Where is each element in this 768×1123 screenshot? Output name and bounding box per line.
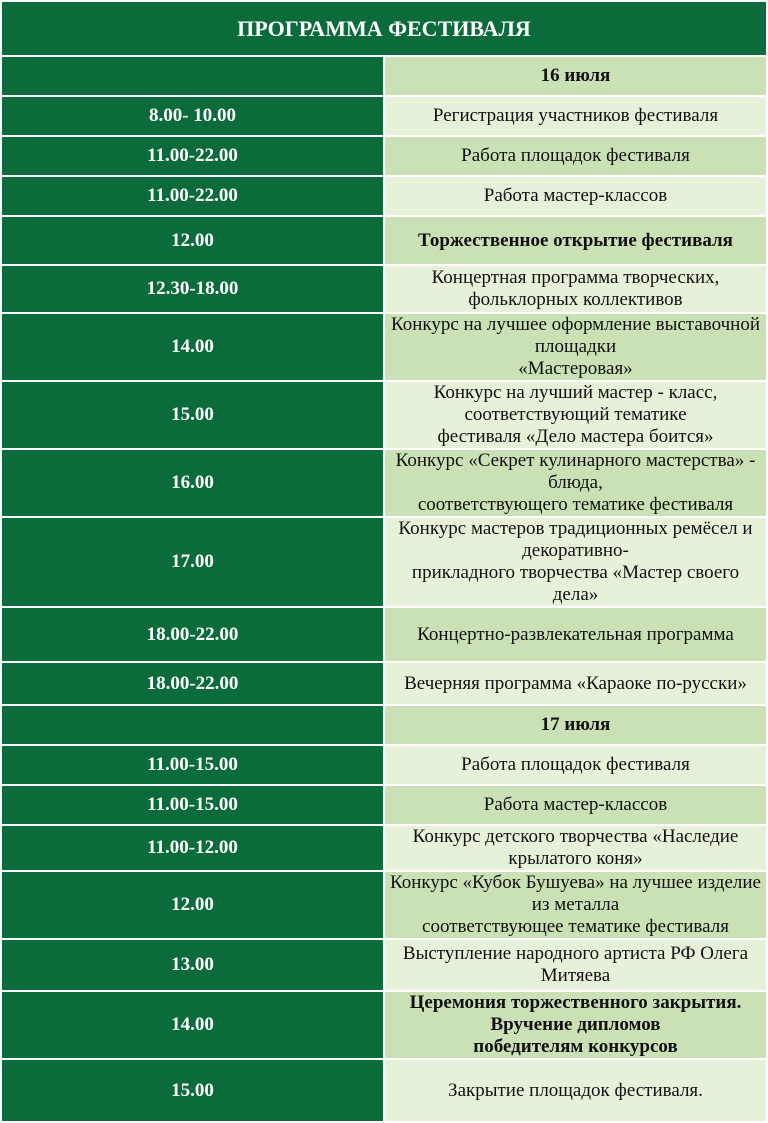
schedule-row (1, 313, 767, 381)
schedule-row (1, 785, 767, 825)
event-time: 11.00-22.00 (1, 136, 384, 176)
schedule-row (1, 265, 767, 313)
day-header-row (1, 705, 767, 745)
event-description (384, 991, 767, 1059)
event-description: Конкурс детского творчества «Наследие крылатого коня» (384, 825, 767, 871)
event-time: 12.30-18.00 (1, 265, 384, 313)
event-description-line: Конкурс «Кубок Бушуева» на лучшее изделие из металла (390, 872, 761, 915)
schedule-row (1, 517, 767, 607)
event-description: Работа площадок фестиваля (384, 136, 767, 176)
event-description (384, 449, 767, 517)
schedule-row (1, 1059, 767, 1122)
event-time: 18.00-22.00 (1, 607, 384, 662)
event-description: Торжественное открытие фестиваля (384, 216, 767, 265)
event-description-line: соответствующее тематике фестиваля (422, 916, 729, 937)
event-time: 11.00-22.00 (1, 176, 384, 216)
event-description (384, 313, 767, 381)
event-time: 8.00- 10.00 (1, 96, 384, 136)
event-description: Работа мастер-классов (384, 785, 767, 825)
event-description-line: Конкурс мастеров традиционных ремёсел и декоративно- (398, 518, 753, 561)
schedule-row (1, 136, 767, 176)
event-description-line: фестиваля «Дело мастера боится» (437, 426, 714, 447)
event-description: Выступление народного артиста РФ Олега Митяева (384, 939, 767, 991)
time-cell-empty (1, 705, 384, 745)
schedule-row (1, 939, 767, 991)
event-description-line: Конкурс «Секрет кулинарного мастерства» - блюда, (395, 450, 756, 493)
event-time: 12.00 (1, 871, 384, 939)
event-description (384, 871, 767, 939)
event-description-line: Церемония торжественного закрытия. Вручение дипломов (409, 992, 742, 1035)
schedule-row (1, 825, 767, 871)
event-description-line: соответствующего тематике фестиваля (417, 494, 734, 515)
event-description-line: Конкурс на лучшее оформление выставочной площадки (390, 314, 761, 357)
day-date: 16 июля (384, 56, 767, 96)
schedule-row (1, 991, 767, 1059)
event-time: 14.00 (1, 991, 384, 1059)
event-time: 14.00 (1, 313, 384, 381)
event-time: 13.00 (1, 939, 384, 991)
event-time: 11.00-15.00 (1, 785, 384, 825)
event-time: 11.00-12.00 (1, 825, 384, 871)
schedule-row (1, 96, 767, 136)
event-description: Регистрация участников фестиваля (384, 96, 767, 136)
event-time: 15.00 (1, 1059, 384, 1122)
event-description-line: «Мастеровая» (518, 358, 633, 379)
schedule-row (1, 662, 767, 705)
schedule-row (1, 449, 767, 517)
schedule-row (1, 607, 767, 662)
event-description: Работа мастер-классов (384, 176, 767, 216)
event-description: Работа площадок фестиваля (384, 745, 767, 785)
event-description (384, 517, 767, 607)
schedule-row (1, 216, 767, 265)
schedule-row (1, 381, 767, 449)
event-description-line: прикладного творчества «Мастер своего дела» (411, 562, 740, 605)
schedule-row (1, 176, 767, 216)
event-time: 17.00 (1, 517, 384, 607)
title-row (1, 1, 767, 56)
event-description-line: победителям конкурсов (473, 1036, 678, 1057)
program-title: ПРОГРАММА ФЕСТИВАЛЯ (1, 1, 767, 56)
event-description: Вечерняя программа «Караоке по-русски» (384, 662, 767, 705)
schedule-row (1, 871, 767, 939)
event-description-line: Конкурс на лучший мастер - класс, соответствующий тематике (433, 382, 718, 425)
event-description: Концертная программа творческих, фольклорных коллективов (384, 265, 767, 313)
event-description: Концертно-развлекательная программа (384, 607, 767, 662)
event-time: 18.00-22.00 (1, 662, 384, 705)
event-description (384, 381, 767, 449)
event-description: Закрытие площадок фестиваля. (384, 1059, 767, 1122)
event-time: 11.00-15.00 (1, 745, 384, 785)
event-time: 12.00 (1, 216, 384, 265)
day-header-row (1, 56, 767, 96)
schedule-row (1, 745, 767, 785)
time-cell-empty (1, 56, 384, 96)
day-date: 17 июля (384, 705, 767, 745)
event-time: 16.00 (1, 449, 384, 517)
event-time: 15.00 (1, 381, 384, 449)
